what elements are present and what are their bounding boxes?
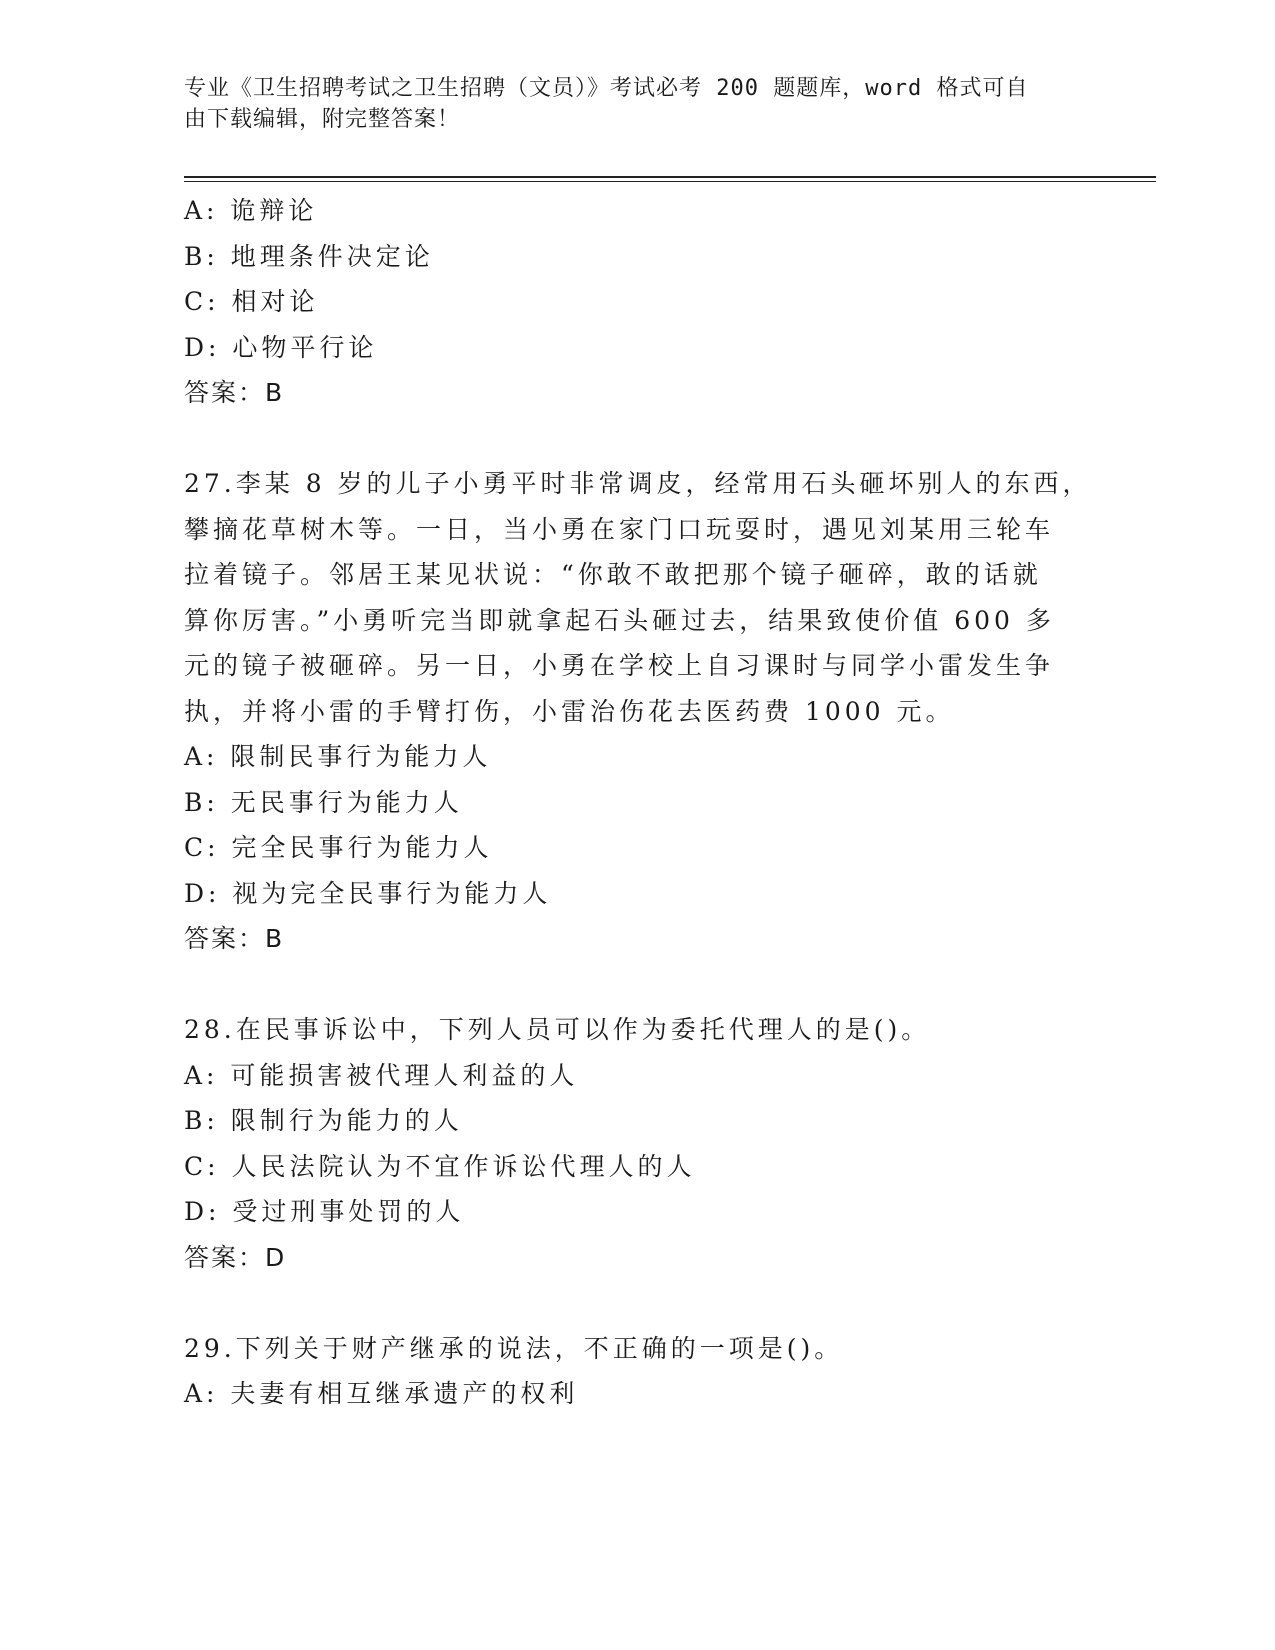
question-stem-line: 算你厉害。”小勇听完当即就拿起石头砸过去，结果致使价值 600 多 [184, 605, 1055, 635]
option-b: B: 限制行为能力的人 [184, 1106, 463, 1135]
option-a: A: 限制民事行为能力人 [184, 742, 492, 771]
header-divider-thin [184, 181, 1156, 182]
question-stem-line: 攀摘花草树木等。一日，当小勇在家门口玩耍时，遇见刘某用三轮车 [184, 514, 1055, 544]
question-list [184, 188, 1092, 1417]
option-d: D: 受过刑事处罚的人 [184, 1197, 465, 1226]
question-29 [184, 1326, 1064, 1417]
question-stem-line: 元的镜子被砸碎。另一日，小勇在学校上自习课时与同学小雷发生争 [184, 651, 1055, 680]
spacer [184, 416, 1064, 462]
option-a: A: 诡辩论 [184, 196, 318, 225]
option-c: C: 人民法院认为不宜作诉讼代理人的人 [184, 1151, 696, 1181]
answer-line: 答案：B [184, 924, 285, 953]
header-title-line-1: 专业《卫生招聘考试之卫生招聘（文员）》考试必考 200 题题库，word 格式可自 [184, 76, 1029, 101]
option-b: B: 无民事行为能力人 [184, 787, 463, 817]
question-28 [184, 1007, 1064, 1280]
option-c: C: 完全民事行为能力人 [184, 833, 493, 862]
spacer [184, 1280, 1064, 1326]
question-stem: 28.在民事诉讼中，下列人员可以作为委托代理人的是()。 [184, 1015, 931, 1044]
question-stem: 29.下列关于财产继承的说法，不正确的一项是()。 [184, 1333, 844, 1363]
answer-line: 答案：B [184, 378, 285, 407]
question-26 [184, 188, 1064, 416]
document-header [184, 73, 1064, 135]
question-stem-line: 拉着镜子。邻居王某见状说：“你敢不敢把那个镜子砸碎，敢的话就 [184, 560, 1042, 589]
answer-line: 答案：D [184, 1242, 287, 1272]
option-d: D: 视为完全民事行为能力人 [184, 878, 552, 908]
header-divider-thick [184, 176, 1156, 178]
option-a: A: 夫妻有相互继承遗产的权利 [184, 1379, 579, 1408]
option-d: D: 心物平行论 [184, 332, 378, 362]
header-title-line-2: 由下载编辑，附完整答案！ [184, 107, 461, 132]
option-a: A: 可能损害被代理人利益的人 [184, 1060, 579, 1090]
question-27 [184, 461, 1092, 962]
question-stem-line: 执，并将小雷的手臂打伤，小雷治伤花去医药费 1000 元。 [184, 696, 955, 726]
option-b: B: 地理条件决定论 [184, 241, 434, 271]
spacer [184, 962, 1064, 1008]
option-c: C: 相对论 [184, 287, 319, 316]
question-stem-line: 27.李某 8 岁的儿子小勇平时非常调皮，经常用石头砸坏别人的东西， [184, 469, 1092, 498]
